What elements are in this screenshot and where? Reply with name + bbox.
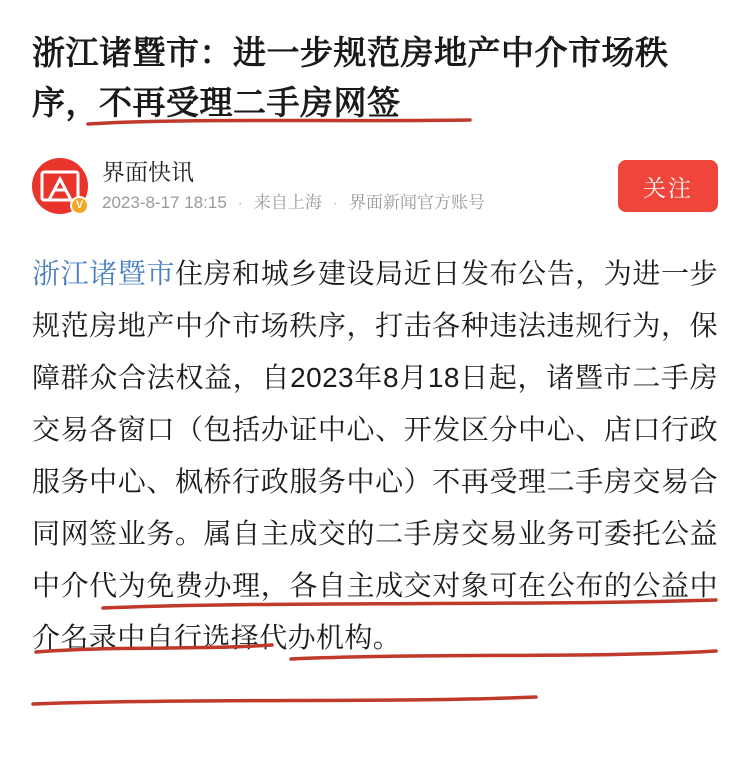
source-texts (102, 157, 618, 216)
article-body-link[interactable]: 浙江诸暨市 (32, 258, 175, 289)
meta-separator-2: · (332, 192, 339, 212)
source-row (32, 154, 718, 218)
verified-badge-icon: V (70, 196, 89, 215)
article-body (32, 248, 718, 664)
account-type: 界面新闻官方账号 (349, 192, 486, 212)
publish-date: 2023-8-17 18:15 (102, 192, 227, 212)
publish-location: 来自上海 (253, 192, 322, 212)
source-name[interactable]: 界面快讯 (102, 158, 194, 185)
source-meta (102, 190, 618, 216)
page-title: 浙江诸暨市：进一步规范房地产中介市场秩序，不再受理二手房网签 (32, 34, 669, 121)
avatar[interactable] (32, 158, 88, 214)
meta-separator-1: · (237, 192, 244, 212)
follow-button[interactable]: 关注 (618, 160, 718, 212)
article-body-text: 住房和城乡建设局近日发布公告，为进一步规范房地产中介市场秩序，打击各种违法违规行为，保障群众合法权益，自2023年8月18日起，诸暨市二手房交易各窗口（包括办证中心、开发区分中心、店口行政服务中心、枫桥行政服务中心）不再受理二手房交易合同网签业务。属自主成交的二手房交易业务可委托公益中介代为免费办理，各自主成交对象可在公布的公益中介名录中自行选择代办机构。 (32, 258, 718, 653)
